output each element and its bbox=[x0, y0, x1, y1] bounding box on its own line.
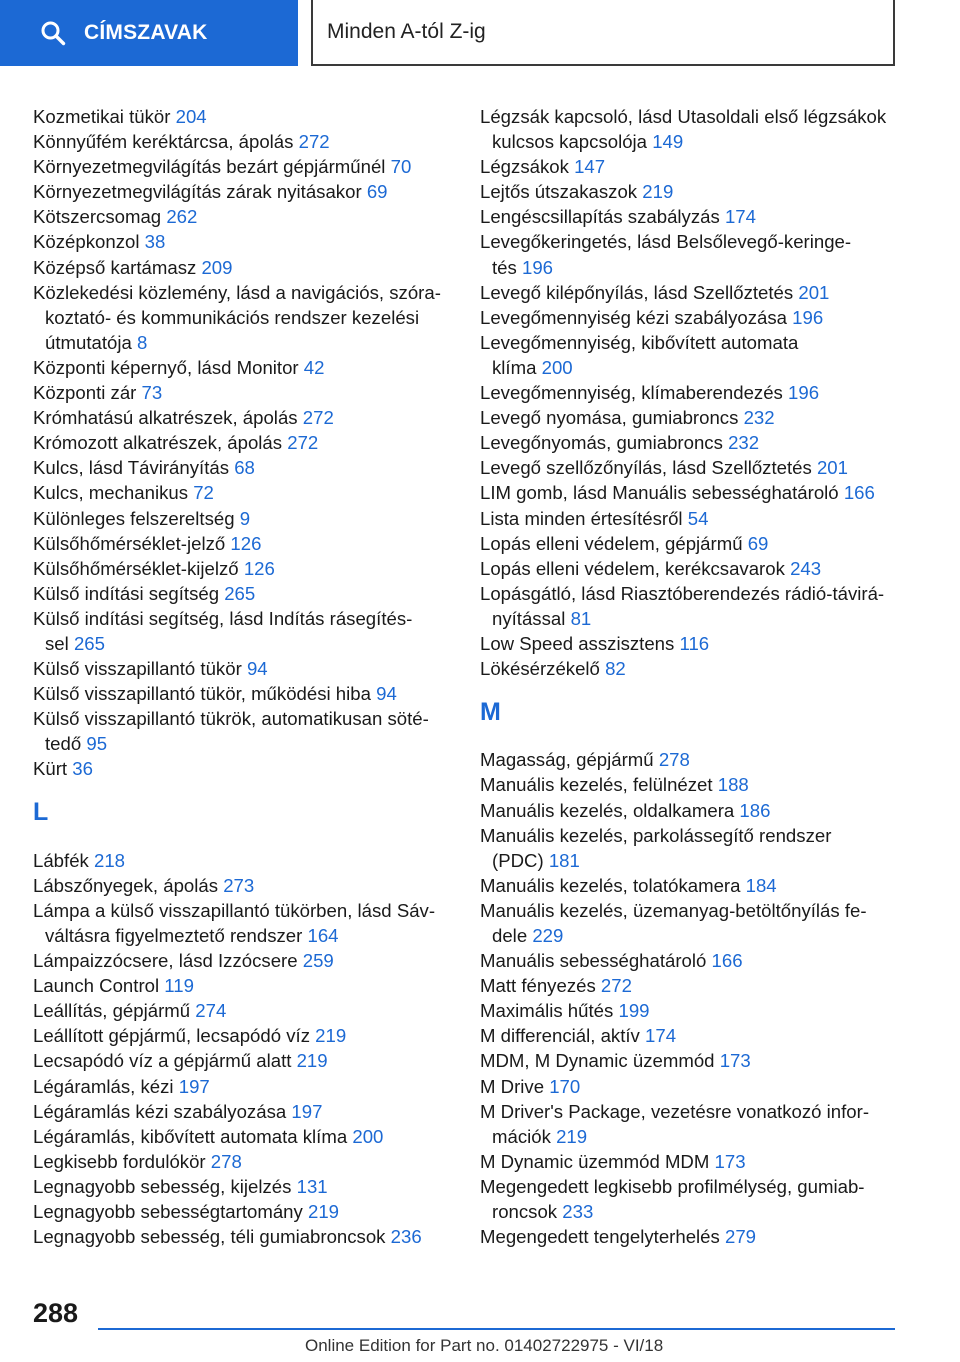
page-link[interactable]: 201 bbox=[798, 281, 830, 303]
page-link[interactable]: 219 bbox=[315, 1025, 347, 1047]
index-entry-continuation bbox=[480, 255, 920, 280]
index-entry bbox=[33, 756, 453, 781]
entry-text: koztató- és kommunikációs rendszer kezelési bbox=[45, 306, 420, 328]
entry-text: Külső visszapillantó tükör bbox=[33, 658, 242, 680]
tab-a-to-z[interactable] bbox=[311, 0, 895, 66]
page-link[interactable]: 272 bbox=[302, 407, 334, 429]
index-entry bbox=[480, 1023, 920, 1048]
index-entry bbox=[33, 681, 453, 706]
page-link[interactable]: 200 bbox=[352, 1125, 384, 1147]
entry-text: Középkonzol bbox=[33, 231, 140, 253]
index-entry bbox=[33, 1124, 453, 1149]
index-entry bbox=[480, 1074, 920, 1099]
entry-text: Környezetmegvilágítás bezárt gépjárműnél bbox=[33, 156, 386, 178]
index-entry bbox=[33, 948, 453, 973]
entry-text: Manuális sebességhatároló bbox=[480, 950, 707, 972]
entry-text: Legnagyobb sebesség, kijelzés bbox=[33, 1175, 292, 1197]
index-entry bbox=[33, 1099, 453, 1124]
page-link[interactable]: 219 bbox=[296, 1050, 328, 1072]
index-entry bbox=[33, 104, 453, 129]
index-entry bbox=[33, 405, 453, 430]
entry-text: Magasság, gépjármű bbox=[480, 749, 654, 771]
entry-text: Külső indítási segítség, lásd Indítás rásegítés- bbox=[33, 607, 413, 629]
section-letter: M bbox=[480, 697, 501, 726]
index-entry-continuation bbox=[480, 1199, 920, 1224]
page-link[interactable]: 149 bbox=[652, 131, 684, 153]
index-entry-continuation bbox=[480, 923, 920, 948]
entry-text: M Drive bbox=[480, 1075, 545, 1097]
index-entry bbox=[480, 948, 920, 973]
page-link[interactable]: 126 bbox=[230, 532, 262, 554]
entry-text: Manuális kezelés, parkolássegítő rendszer bbox=[480, 824, 832, 846]
page-link[interactable]: 70 bbox=[390, 156, 412, 178]
entry-text: Levegőmennyiség kézi szabályozása bbox=[480, 306, 787, 328]
index-entry bbox=[33, 1149, 453, 1174]
index-entry bbox=[480, 280, 920, 305]
entry-text: Maximális hűtés bbox=[480, 1000, 614, 1022]
index-entry bbox=[33, 1048, 453, 1073]
index-entry bbox=[33, 255, 453, 280]
index-entry bbox=[480, 1174, 920, 1199]
edition-footer: Online Edition for Part no. 01402722975 - VI/18 bbox=[305, 1336, 664, 1355]
entry-text: Manuális kezelés, oldalkamera bbox=[480, 799, 735, 821]
top-navigation bbox=[0, 0, 960, 66]
entry-text: Kulcs, mechanikus bbox=[33, 482, 189, 504]
page-link[interactable]: 229 bbox=[532, 925, 564, 946]
entry-text: MDM, M Dynamic üzemmód bbox=[480, 1050, 715, 1072]
index-entry bbox=[480, 656, 920, 681]
entry-text: (PDC) bbox=[492, 849, 544, 871]
page-number: 288 bbox=[33, 1298, 79, 1328]
page-link[interactable]: 72 bbox=[193, 482, 214, 504]
entry-text: Központi képernyő, lásd Monitor bbox=[33, 356, 299, 378]
page-link[interactable]: 218 bbox=[94, 849, 126, 871]
index-entry-continuation bbox=[480, 355, 920, 380]
entry-text: Kötszercsomag bbox=[33, 206, 162, 228]
index-entry bbox=[33, 848, 453, 873]
index-entry bbox=[33, 1074, 453, 1099]
entry-text: LIM gomb, lásd Manuális sebességhatároló bbox=[480, 482, 839, 504]
tab-keywords[interactable] bbox=[0, 0, 298, 66]
page-link[interactable]: 69 bbox=[366, 181, 388, 203]
index-entry bbox=[480, 1224, 920, 1249]
index-entry-continuation bbox=[480, 606, 920, 631]
index-entry bbox=[480, 772, 920, 797]
page-link[interactable]: 233 bbox=[562, 1201, 594, 1223]
entry-text: Külső indítási segítség bbox=[33, 582, 220, 604]
entry-text: kulcsos kapcsolója bbox=[492, 131, 648, 153]
page-link[interactable]: 173 bbox=[714, 1150, 746, 1172]
index-entry bbox=[480, 531, 920, 556]
entry-text: Külső visszapillantó tükrök, automatikusan söté- bbox=[33, 708, 429, 730]
index-entry bbox=[480, 631, 920, 656]
page-link[interactable]: 174 bbox=[724, 206, 756, 228]
entry-text: Krómhatású alkatrészek, ápolás bbox=[33, 407, 298, 429]
entry-text: dele bbox=[492, 925, 528, 946]
page-link[interactable]: 259 bbox=[302, 950, 334, 972]
entry-text: Levegő szellőzőnyílás, lásd Szellőztetés bbox=[480, 457, 812, 479]
entry-text: Kürt bbox=[33, 758, 68, 780]
index-entry bbox=[33, 355, 453, 380]
index-entry bbox=[480, 747, 920, 772]
index-entry bbox=[33, 480, 453, 505]
page-link[interactable]: 232 bbox=[743, 407, 775, 429]
entry-text: Low Speed asszisztens bbox=[480, 632, 675, 654]
index-entry bbox=[33, 1224, 453, 1249]
index-entry bbox=[480, 998, 920, 1023]
entry-text: Külsőhőmérséklet-kijelző bbox=[33, 557, 239, 579]
page-link[interactable]: 199 bbox=[618, 1000, 650, 1022]
index-entry bbox=[480, 873, 920, 898]
index-entry bbox=[480, 380, 920, 405]
entry-text: Légáramlás, kibővített automata klíma bbox=[33, 1125, 348, 1147]
page-link[interactable]: 219 bbox=[642, 181, 674, 203]
index-entry-continuation bbox=[33, 305, 453, 330]
index-entry bbox=[33, 898, 453, 923]
page-link[interactable]: 126 bbox=[243, 557, 275, 579]
entry-text: M differenciál, aktív bbox=[480, 1025, 640, 1047]
page-link[interactable]: 272 bbox=[600, 975, 632, 997]
search-icon bbox=[40, 20, 66, 46]
index-entry bbox=[480, 430, 920, 455]
entry-text: roncsok bbox=[492, 1201, 558, 1223]
page-link[interactable]: 166 bbox=[711, 950, 743, 972]
page-link[interactable]: 69 bbox=[747, 532, 769, 554]
tab-keywords-label: CÍMSZAVAK bbox=[84, 21, 208, 44]
page-link[interactable]: 81 bbox=[570, 607, 592, 629]
page-link[interactable]: 36 bbox=[72, 758, 93, 780]
entry-text: tés bbox=[492, 256, 517, 278]
page-link[interactable]: 38 bbox=[144, 231, 166, 253]
entry-text: Megengedett legkisebb profilmélység, gumiab- bbox=[480, 1175, 865, 1197]
entry-text: Lopás elleni védelem, kerékcsavarok bbox=[480, 557, 785, 579]
index-entry bbox=[480, 204, 920, 229]
index-entry bbox=[480, 556, 920, 581]
page-link[interactable]: 196 bbox=[788, 382, 820, 404]
page-link[interactable]: 201 bbox=[816, 457, 848, 479]
entry-text: Lopásgátló, lásd Riasztóberendezés rádió-távirá- bbox=[480, 582, 885, 604]
page-link[interactable]: 204 bbox=[175, 106, 207, 127]
page-link[interactable]: 82 bbox=[605, 658, 626, 680]
entry-text: Légáramlás, kézi bbox=[33, 1075, 174, 1097]
index-entry bbox=[480, 104, 920, 129]
page-link[interactable]: 265 bbox=[73, 632, 105, 654]
index-entry-continuation bbox=[33, 631, 453, 656]
page-link[interactable]: 272 bbox=[287, 432, 319, 454]
index-entry bbox=[480, 480, 920, 505]
entry-text: Manuális kezelés, tolatókamera bbox=[480, 874, 741, 896]
index-entry bbox=[480, 305, 920, 330]
page-link[interactable]: 94 bbox=[246, 658, 268, 680]
entry-text: Legnagyobb sebesség, téli gumiabroncsok bbox=[33, 1226, 386, 1248]
entry-text: Megengedett tengelyterhelés bbox=[480, 1226, 720, 1248]
entry-text: Levegő nyomása, gumiabroncs bbox=[480, 407, 739, 429]
entry-text: M Dynamic üzemmód MDM bbox=[480, 1150, 710, 1172]
entry-text: mációk bbox=[492, 1125, 551, 1147]
page-link[interactable]: 166 bbox=[843, 482, 875, 504]
index-entry bbox=[33, 1023, 453, 1048]
index-entry bbox=[480, 179, 920, 204]
entry-text: Lökésérzékelő bbox=[480, 658, 600, 680]
page-link[interactable]: 42 bbox=[303, 356, 325, 378]
tab-a-to-z-label: Minden A-tól Z-ig bbox=[327, 20, 486, 43]
entry-text: Közlekedési közlemény, lásd a navigációs, szóra- bbox=[33, 281, 441, 303]
index-entry bbox=[33, 606, 453, 631]
index-entry bbox=[480, 506, 920, 531]
page-link[interactable]: 196 bbox=[521, 256, 554, 278]
page-link[interactable]: 170 bbox=[549, 1075, 581, 1097]
page-link[interactable]: 219 bbox=[556, 1125, 588, 1147]
page-link[interactable]: 265 bbox=[224, 582, 256, 604]
index-entry bbox=[33, 1199, 453, 1224]
index-entry bbox=[33, 455, 453, 480]
entry-text: Levegőnyomás, gumiabroncs bbox=[480, 432, 723, 454]
page-link[interactable]: 8 bbox=[137, 331, 148, 353]
index-entry bbox=[33, 973, 453, 998]
index-entry bbox=[33, 556, 453, 581]
page-link[interactable]: 262 bbox=[166, 206, 198, 228]
entry-text: Lopás elleni védelem, gépjármű bbox=[480, 532, 743, 554]
entry-text: Lejtős útszakaszok bbox=[480, 181, 638, 203]
index-entry bbox=[33, 179, 453, 204]
index-entry bbox=[480, 1048, 920, 1073]
entry-text: Legkisebb fordulókör bbox=[33, 1150, 206, 1172]
entry-text: Lista minden értesítésről bbox=[480, 507, 683, 529]
page-link[interactable]: 200 bbox=[541, 356, 573, 378]
entry-text: Légzsákok bbox=[480, 156, 569, 178]
index-entry bbox=[33, 656, 453, 681]
entry-text: Lengéscsillapítás szabályzás bbox=[480, 206, 720, 228]
index-entry bbox=[33, 998, 453, 1023]
page-link[interactable]: 174 bbox=[645, 1025, 677, 1047]
entry-text: Külső visszapillantó tükör, működési hiba bbox=[33, 683, 371, 705]
entry-text: Környezetmegvilágítás zárak nyitásakor bbox=[33, 181, 362, 203]
entry-text: Matt fényezés bbox=[480, 975, 596, 997]
page-link[interactable]: 186 bbox=[739, 799, 771, 821]
page-link[interactable]: 188 bbox=[717, 774, 749, 796]
index-entry-continuation bbox=[480, 129, 920, 154]
entry-text: váltásra figyelmeztető rendszer bbox=[45, 925, 303, 946]
entry-text: Leállított gépjármű, lecsapódó víz bbox=[33, 1025, 310, 1047]
page-link[interactable]: 278 bbox=[658, 749, 690, 771]
index-entry bbox=[480, 823, 920, 848]
entry-text: Legnagyobb sebességtartomány bbox=[33, 1201, 303, 1223]
entry-text: Launch Control bbox=[33, 975, 160, 997]
section-letter: L bbox=[33, 798, 49, 827]
entry-text: Levegőmennyiség, kibővített automata bbox=[480, 331, 799, 353]
entry-text: útmutatója bbox=[45, 331, 132, 353]
entry-text: M Driver's Package, vezetésre vonatkozó infor- bbox=[480, 1100, 870, 1122]
page-link[interactable]: 219 bbox=[307, 1201, 340, 1223]
page-link[interactable]: 119 bbox=[164, 975, 194, 997]
entry-text: Lábszőnyegek, ápolás bbox=[33, 874, 219, 896]
index-entry bbox=[480, 898, 920, 923]
entry-text: klíma bbox=[492, 356, 537, 378]
index-column-left bbox=[33, 104, 453, 1249]
page-link[interactable]: 279 bbox=[725, 1226, 757, 1248]
index-entry bbox=[33, 531, 453, 556]
page-link[interactable]: 68 bbox=[234, 457, 255, 479]
entry-text: Manuális kezelés, felülnézet bbox=[480, 774, 713, 796]
entry-text: Lámpa a külső visszapillantó tükörben, lásd Sáv- bbox=[33, 899, 436, 921]
page-link[interactable]: 209 bbox=[201, 256, 233, 278]
footer-divider bbox=[98, 1328, 895, 1330]
index-entry bbox=[480, 1149, 920, 1174]
index-entry bbox=[33, 1174, 453, 1199]
entry-text: Krómozott alkatrészek, ápolás bbox=[33, 432, 283, 454]
index-column-right bbox=[480, 104, 920, 1249]
entry-text: Középső kartámasz bbox=[33, 256, 197, 278]
page-link[interactable]: 131 bbox=[296, 1175, 328, 1197]
index-entry bbox=[33, 873, 453, 898]
index-entry bbox=[33, 506, 453, 531]
index-entry bbox=[33, 129, 453, 154]
page-link[interactable]: 197 bbox=[291, 1100, 323, 1122]
entry-text: Légáramlás kézi szabályozása bbox=[33, 1100, 287, 1122]
page-link[interactable]: 173 bbox=[719, 1050, 751, 1072]
page-link[interactable]: 54 bbox=[687, 507, 709, 529]
entry-text: Különleges felszereltség bbox=[33, 507, 235, 529]
index-entry bbox=[480, 330, 920, 355]
entry-text: Levegőkeringetés, lásd Belsőlevegő-keringe- bbox=[480, 231, 852, 253]
index-entry-continuation bbox=[480, 1124, 920, 1149]
index-entry bbox=[33, 706, 453, 731]
page-link[interactable]: 272 bbox=[298, 131, 330, 153]
index-entry bbox=[33, 430, 453, 455]
index-entry-continuation bbox=[33, 731, 453, 756]
index-entry bbox=[33, 204, 453, 229]
entry-text: nyítással bbox=[492, 607, 566, 629]
entry-text: sel bbox=[45, 632, 69, 654]
page-link[interactable]: 274 bbox=[195, 1000, 227, 1022]
index-entry bbox=[33, 280, 453, 305]
index-entry bbox=[480, 798, 920, 823]
index-entry bbox=[480, 229, 920, 254]
entry-text: tedő bbox=[45, 733, 82, 755]
index-entry-continuation bbox=[33, 330, 453, 355]
index-entry bbox=[33, 380, 453, 405]
page-link[interactable]: 73 bbox=[141, 382, 163, 404]
entry-text: Légzsák kapcsoló, lásd Utasoldali első légzsákok bbox=[480, 106, 887, 127]
entry-text: Levegő kilépőnyílás, lásd Szellőztetés bbox=[480, 281, 794, 303]
entry-text: Lecsapódó víz a gépjármű alatt bbox=[33, 1050, 292, 1072]
page-link[interactable]: 9 bbox=[239, 507, 251, 529]
index-entry bbox=[480, 1099, 920, 1124]
page-link[interactable]: 184 bbox=[745, 874, 777, 896]
index-entry bbox=[33, 581, 453, 606]
page-link[interactable]: 95 bbox=[86, 733, 108, 755]
entry-text: Központi zár bbox=[33, 382, 137, 404]
entry-text: Levegőmennyiség, klímaberendezés bbox=[480, 382, 783, 404]
page-link[interactable]: 236 bbox=[390, 1226, 422, 1248]
entry-text: Manuális kezelés, üzemanyag-betöltőnyílás fe- bbox=[480, 899, 867, 921]
page-link[interactable]: 147 bbox=[574, 156, 606, 178]
entry-text: Leállítás, gépjármű bbox=[33, 1000, 191, 1022]
index-entry-continuation bbox=[33, 923, 453, 948]
index-entry bbox=[480, 581, 920, 606]
index-entry bbox=[480, 405, 920, 430]
entry-text: Könnyűfém keréktárcsa, ápolás bbox=[33, 131, 294, 153]
index-entry bbox=[480, 154, 920, 179]
entry-text: Külsőhőmérséklet-jelző bbox=[33, 532, 226, 554]
entry-text: Lámpaizzócsere, lásd Izzócsere bbox=[33, 950, 298, 972]
page-link[interactable]: 181 bbox=[548, 849, 580, 871]
entry-text: Kulcs, lásd Távirányítás bbox=[33, 457, 230, 479]
index-entry-continuation bbox=[480, 848, 920, 873]
page-link[interactable]: 273 bbox=[223, 874, 255, 896]
page-link[interactable]: 94 bbox=[376, 683, 397, 705]
page-link[interactable]: 278 bbox=[210, 1150, 242, 1172]
index-entry bbox=[33, 154, 453, 179]
index-entry bbox=[33, 229, 453, 254]
page-link[interactable]: 196 bbox=[792, 306, 824, 328]
page-link[interactable]: 232 bbox=[728, 432, 760, 454]
entry-text: Kozmetikai tükör bbox=[33, 106, 171, 127]
page-link[interactable]: 197 bbox=[178, 1075, 210, 1097]
page-link[interactable]: 243 bbox=[790, 557, 822, 579]
page-link[interactable]: 116 bbox=[679, 632, 710, 654]
page-link[interactable]: 164 bbox=[307, 925, 339, 946]
index-entry bbox=[480, 455, 920, 480]
index-entry bbox=[480, 973, 920, 998]
entry-text: Lábfék bbox=[33, 849, 89, 871]
